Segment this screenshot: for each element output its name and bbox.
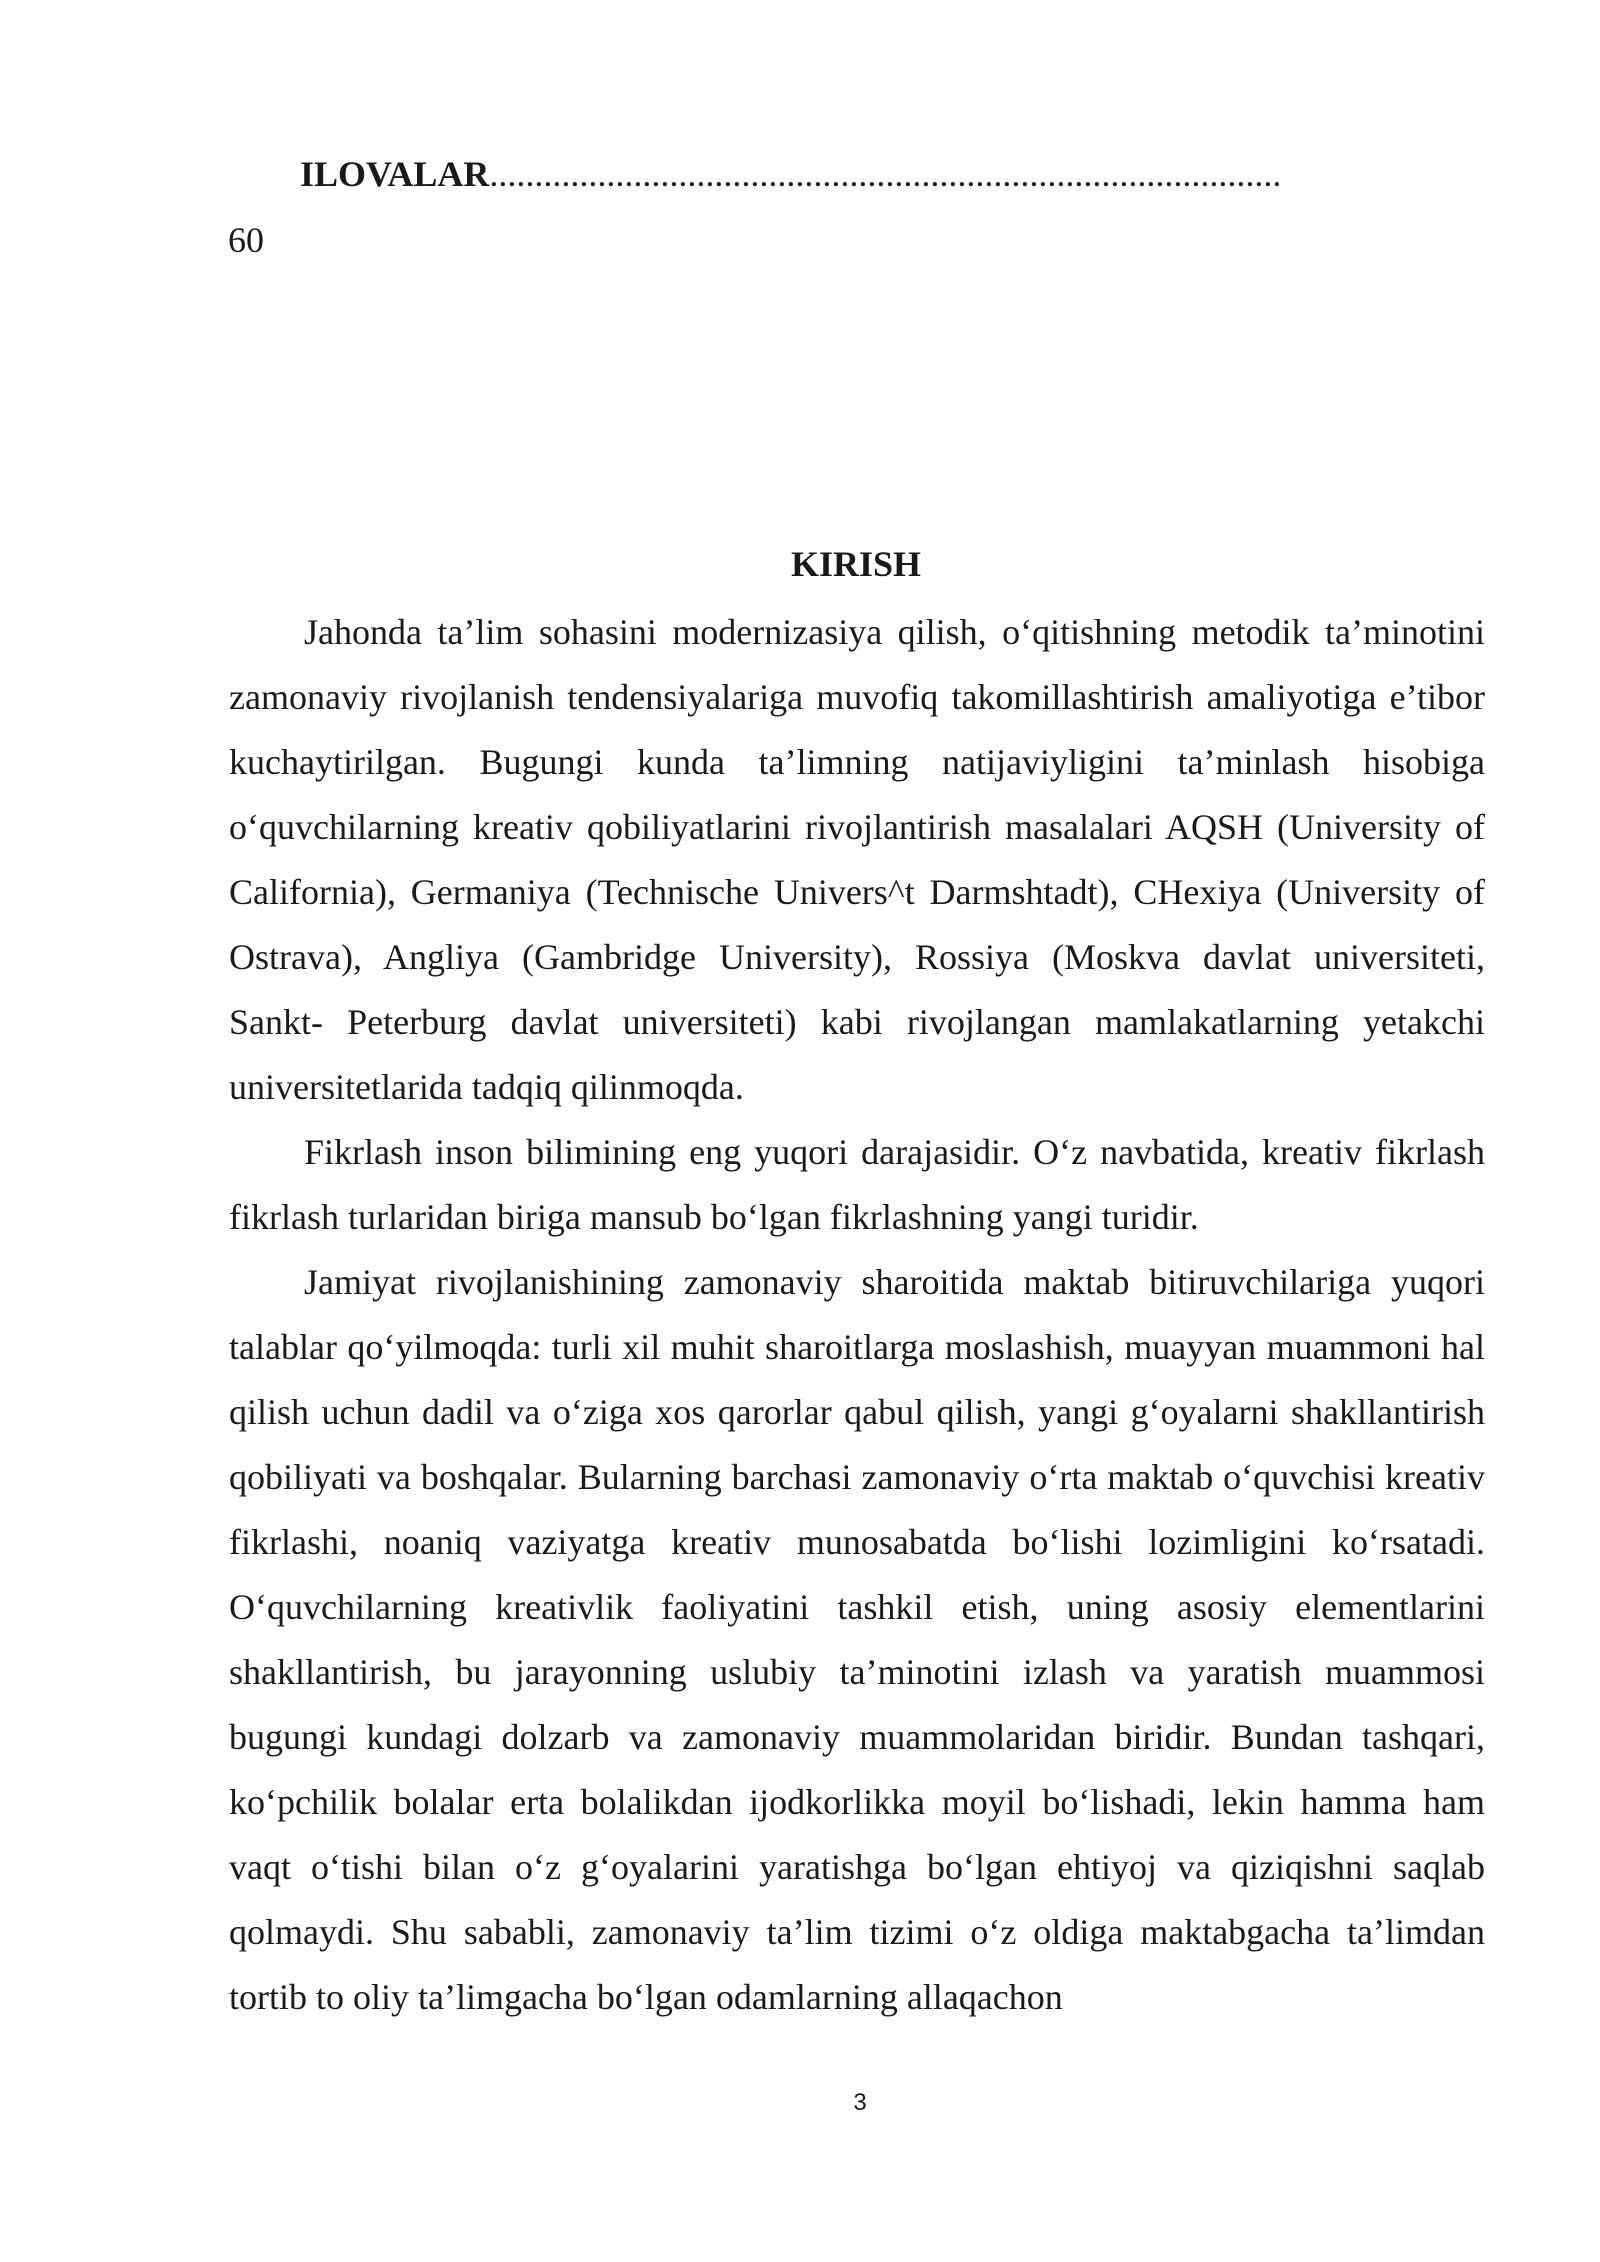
body-text <box>229 600 1485 2030</box>
paragraph: Jamiyat rivojlanishining zamonaviy sharoitida maktab bitiruvchilariga yuqori talablar qo‘yilmoqda: turli xil muhit sharoitlarga moslashish, muayyan muammoni hal qilish uchun dadil va o‘ziga xos qarorlar qabul qilish, yangi g‘oyalarni shakllantirish qobiliyati va boshqalar. Bularning barchasi zamonaviy o‘rta maktab o‘quvchisi kreativ fikrlashi, noaniq vaziyatga kreativ munosabatda bo‘lishi lozimligini ko‘rsatadi. O‘quvchilarning kreativlik faoliyatini tashkil etish, uning asosiy elementlarini shakllantirish, bu jarayonning uslubiy ta’minotini izlash va yaratish muammosi bugungi kundagi dolzarb va zamonaviy muammolaridan biridir. Bundan tashqari, ko‘pchilik bolalar erta bolalikdan ijodkorlikka moyil bo‘lishadi, lekin hamma ham vaqt o‘tishi bilan o‘z g‘oyalarini yaratishga bo‘lgan ehtiyoj va qiziqishni saqlab qolmaydi. Shu sababli, zamonaviy ta’lim tizimi o‘z oldiga maktabgacha ta’limdan tortib to oliy ta’limgacha bo‘lgan odamlarning allaqachon <box>229 1262 1485 2017</box>
page-number: 3 <box>853 2089 867 2116</box>
paragraph: Jahonda ta’lim sohasini modernizasiya qilish, o‘qitishning metodik ta’minotini zamonaviy rivojlanish tendensiyalariga muvofiq takomillashtirish amaliyotiga e’tibor kuchaytirilgan. Bugungi kunda ta’limning natijaviyligini ta’minlash hisobiga o‘quvchilarning kreativ qobiliyatlarini rivojlantirish masalalari AQSH (University of California), Germaniya (Technische Univers^t Darmshtadt), CHexiya (University of Ostrava), Angliya (Gambridge University), Rossiya (Moskva davlat universiteti, Sankt- Peterburg davlat universiteti) kabi rivojlangan mamlakatlarning yetakchi universitetlarida tadqiq qilinmoqda. <box>229 612 1485 1107</box>
section-title: KIRISH <box>790 544 922 584</box>
toc-entry-title: ILOVALAR <box>300 154 490 194</box>
toc-entry-page-number: 60 <box>228 220 264 260</box>
toc-leader-dots: ........................................................................................ <box>489 154 1282 194</box>
paragraph: Fikrlash inson bilimining eng yuqori darajasidir. O‘z navbatida, kreativ fikrlash fikrlash turlaridan biriga mansub bo‘lgan fikrlashning yangi turidir. <box>229 1132 1485 1237</box>
toc-entry <box>300 150 1450 198</box>
